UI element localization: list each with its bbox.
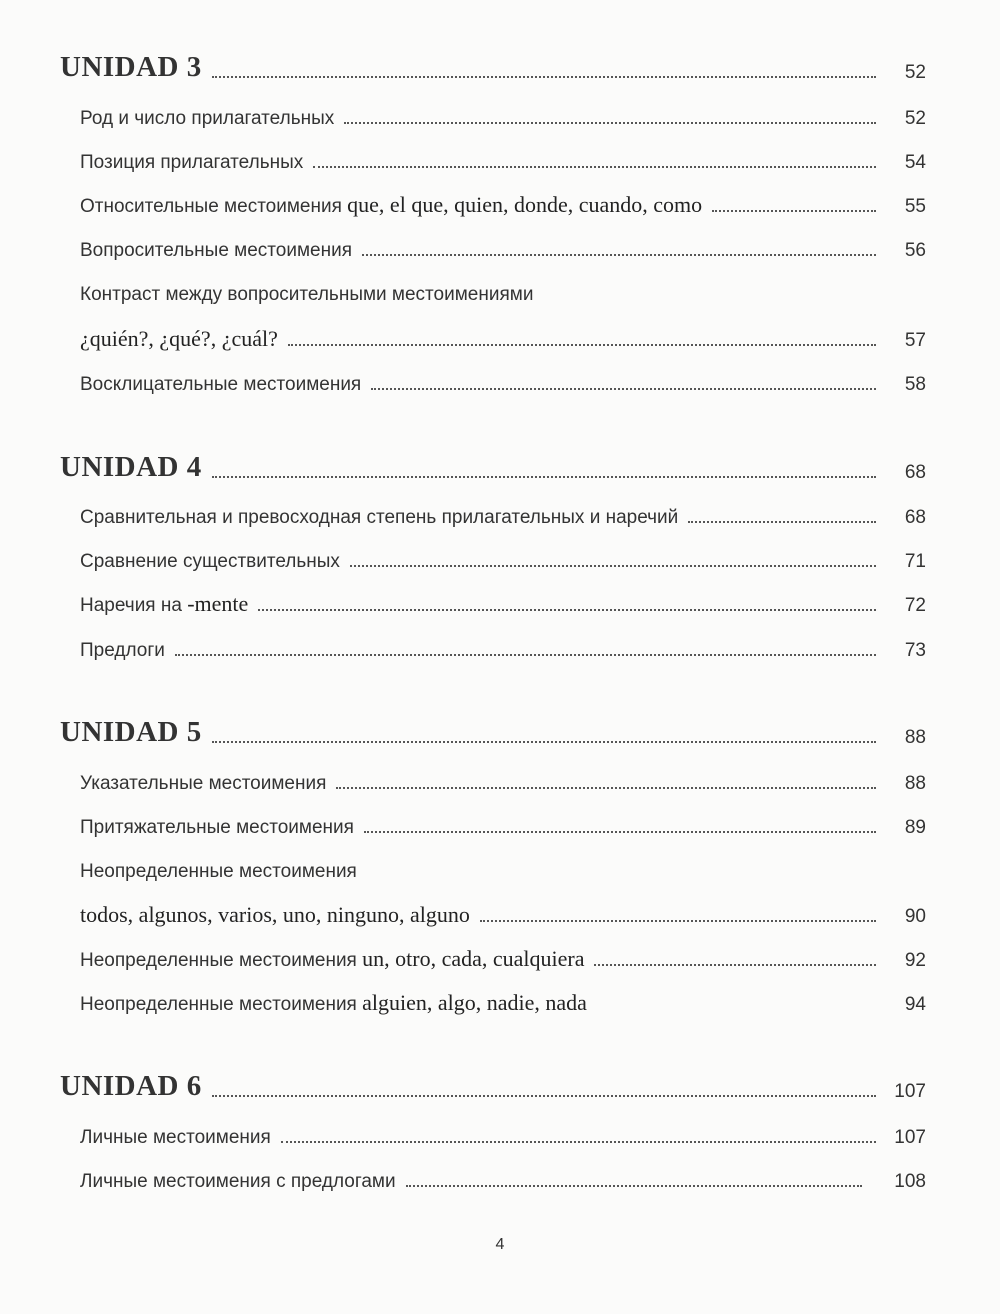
unit-page: 107 (894, 1081, 926, 1102)
toc-entry (80, 807, 926, 837)
entry-label: Относительные местоимения que, el que, quien, donde, cuando, como (80, 192, 703, 217)
entry-label: Контраст между вопросительными местоимениями (80, 284, 534, 305)
toc-entry-heading (80, 851, 926, 881)
unit-page: 88 (904, 727, 926, 748)
entry-label: Наречия на -mente (80, 591, 249, 616)
leader-dots (313, 166, 876, 168)
entry-page: 56 (904, 240, 926, 261)
leader-dots (212, 741, 876, 743)
leader-dots (688, 521, 876, 523)
entry-label: Позиция прилагательных (80, 152, 304, 173)
entry-spanish-terms: que, el que, quien, donde, cuando, como (347, 192, 703, 217)
entry-page: 72 (904, 595, 926, 616)
leader-dots (212, 76, 876, 78)
leader-dots (258, 609, 876, 611)
entry-page: 73 (904, 640, 926, 661)
entry-page: 94 (904, 994, 926, 1015)
entry-page: 57 (904, 330, 926, 351)
toc-entry (80, 364, 926, 394)
entry-label: Притяжательные местоимения (80, 817, 354, 838)
entry-label: Указательные местоимения (80, 773, 327, 794)
toc-entry (80, 497, 926, 527)
entry-label: Восклицательные местоимения (80, 374, 362, 395)
entry-label: Сравнение существительных (80, 551, 340, 572)
entry-page: 58 (904, 374, 926, 395)
toc-entry (80, 98, 926, 128)
entry-page: 89 (904, 817, 926, 838)
toc-entry (80, 763, 926, 793)
toc-entry-heading (80, 274, 926, 304)
leader-dots (212, 476, 876, 478)
unit-heading (60, 703, 926, 747)
entry-page: 55 (904, 196, 926, 217)
leader-dots (350, 565, 876, 567)
leader-dots (597, 1008, 876, 1010)
unit-page: 68 (904, 462, 926, 483)
toc-entry (80, 230, 926, 260)
leader-dots (371, 388, 876, 390)
toc-entry (80, 1161, 926, 1191)
entry-page: 71 (904, 551, 926, 572)
toc-entry (80, 1117, 926, 1147)
unit-page: 52 (904, 62, 926, 83)
leader-dots (281, 1141, 876, 1143)
page-number: 4 (495, 1236, 505, 1253)
leader-dots (480, 920, 876, 922)
entry-spanish-terms: todos, algunos, varios, uno, ninguno, alguno (80, 902, 470, 927)
entry-spanish-terms: -mente (187, 591, 249, 616)
entry-spanish-terms: un, otro, cada, cualquiera (362, 946, 585, 971)
entry-page: 68 (904, 507, 926, 528)
unit-title: UNIDAD 3 (60, 51, 202, 83)
unit-title: UNIDAD 5 (60, 716, 202, 748)
unit-heading (60, 1057, 926, 1101)
leader-dots (288, 344, 876, 346)
entry-page: 54 (904, 152, 926, 173)
toc-entry (80, 541, 926, 571)
leader-dots (212, 1095, 876, 1097)
entry-label: Неопределенные местоимения un, otro, cada, cualquiera (80, 946, 585, 971)
leader-dots (175, 654, 876, 656)
leader-dots (712, 210, 876, 212)
toc-entry (80, 585, 926, 615)
entry-label: Неопределенные местоимения alguien, algo, nadie, nada (80, 990, 587, 1015)
entry-label: Род и число прилагательных (80, 108, 335, 129)
entry-spanish-terms: alguien, algo, nadie, nada (362, 990, 587, 1015)
toc-entry (80, 320, 926, 350)
entry-page: 90 (904, 906, 926, 927)
entry-page: 92 (904, 950, 926, 971)
entry-label: Сравнительная и превосходная степень прилагательных и наречий (80, 507, 679, 528)
entry-label: Предлоги (80, 640, 165, 661)
leader-dots (594, 964, 876, 966)
entry-page: 52 (904, 108, 926, 129)
toc-entry (80, 984, 926, 1014)
unit-heading (60, 438, 926, 482)
leader-dots (364, 831, 876, 833)
leader-dots (336, 787, 876, 789)
leader-dots (344, 122, 876, 124)
toc-entry (80, 186, 926, 216)
toc-entry (80, 142, 926, 172)
unit-title: UNIDAD 6 (60, 1070, 202, 1102)
entry-label: Вопросительные местоимения (80, 240, 353, 261)
entry-spanish-terms: ¿quién?, ¿qué?, ¿cuál? (80, 326, 278, 351)
entry-page: 107 (894, 1127, 926, 1148)
leader-dots (406, 1185, 862, 1187)
toc-entry (80, 630, 926, 660)
unit-title: UNIDAD 4 (60, 451, 202, 483)
toc-entry (80, 940, 926, 970)
entry-page: 108 (894, 1171, 926, 1192)
entry-label: Неопределенные местоимения (80, 861, 357, 882)
entry-label: Личные местоимения (80, 1127, 271, 1148)
toc-entry (80, 896, 926, 926)
leader-dots (362, 254, 876, 256)
unit-heading (60, 38, 926, 82)
entry-page: 88 (904, 773, 926, 794)
entry-label: Личные местоимения с предлогами (80, 1171, 396, 1192)
